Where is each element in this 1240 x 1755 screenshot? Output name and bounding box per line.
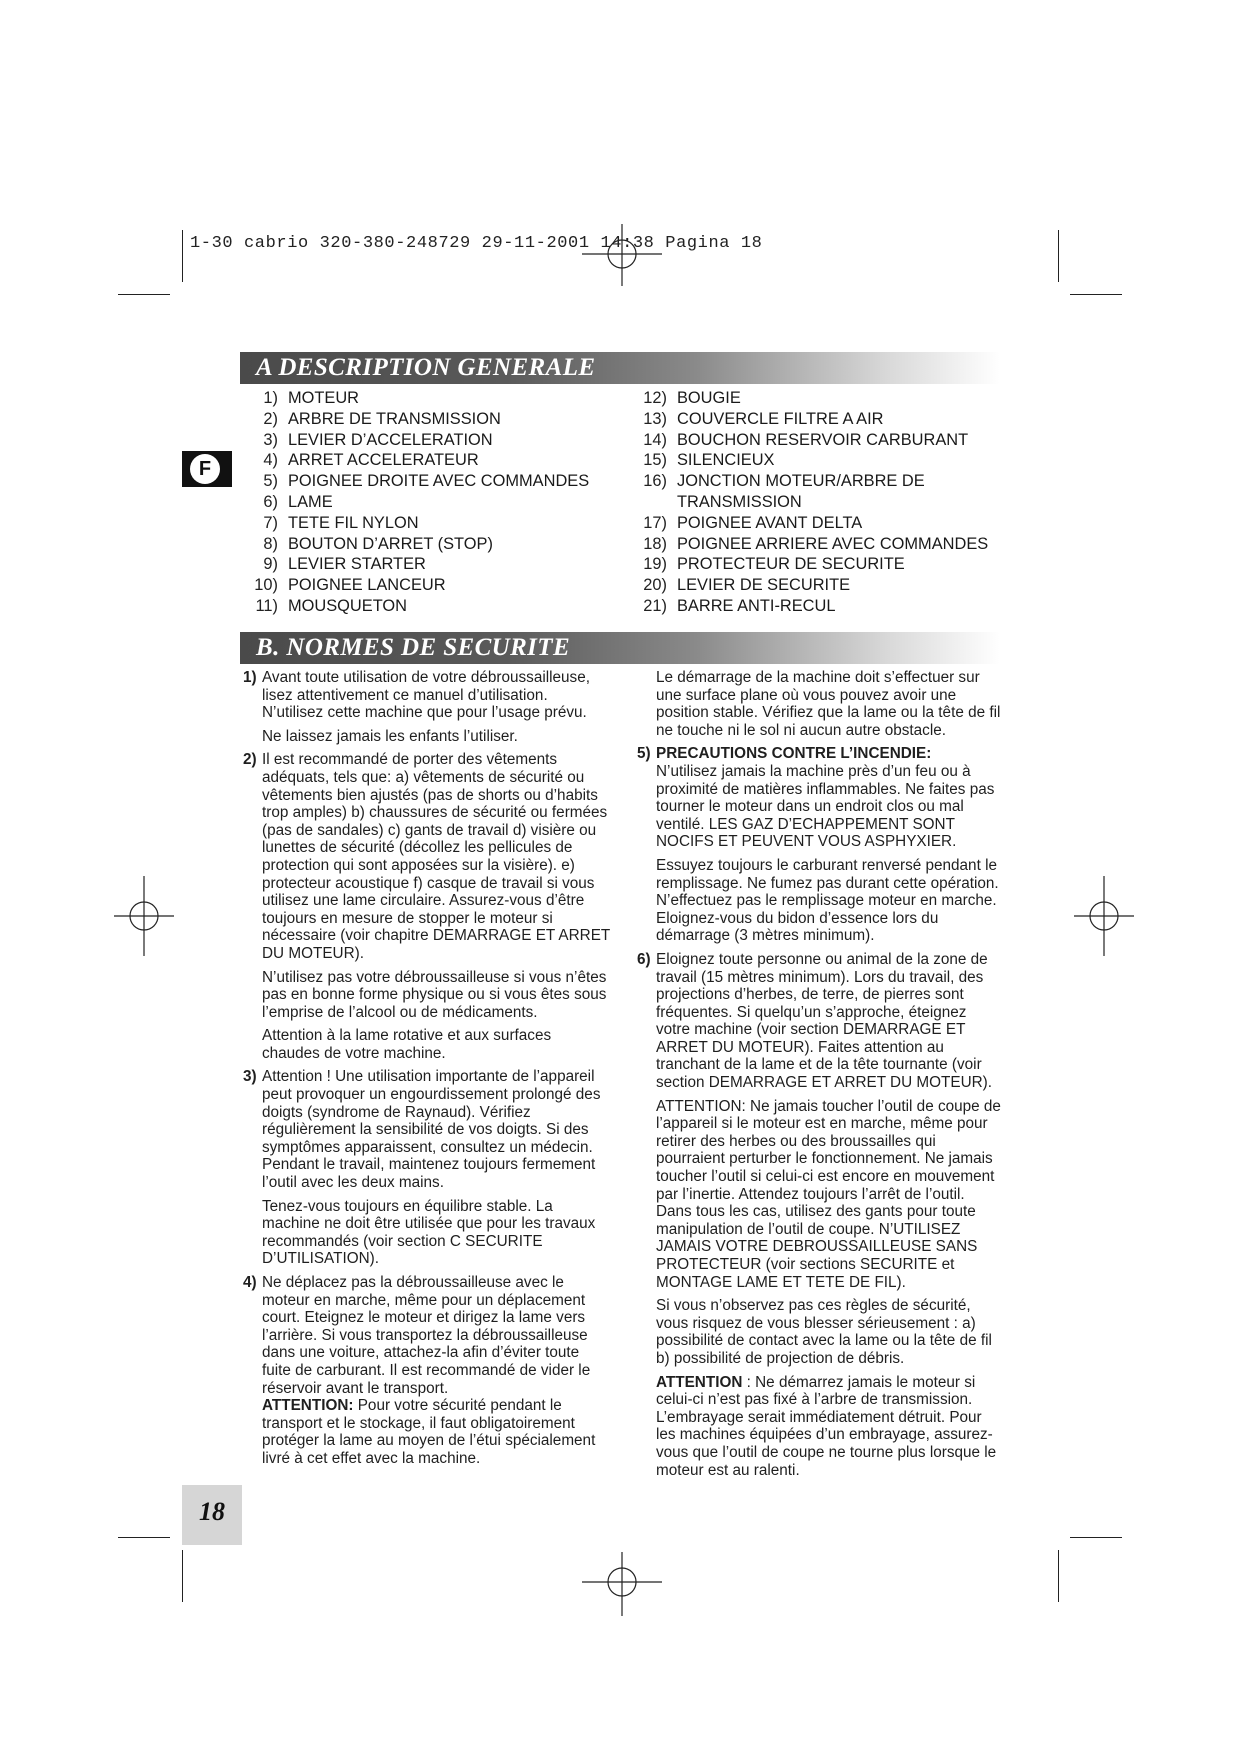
rule-paragraph [637, 1374, 1002, 1480]
section-b-title: B. NORMES DE SECURITE [256, 634, 571, 661]
registration-mark-right-icon [1058, 876, 1138, 956]
rule-number: 3) [243, 1068, 257, 1086]
safety-rule-2 [243, 751, 610, 962]
parts-list-item [627, 596, 1007, 617]
parts-list-label: BOUTON D’ARRET (STOP) [288, 534, 493, 553]
rule-paragraph: Attention à la lame rotative et aux surfaces chaudes de votre machine. [262, 1027, 552, 1062]
attention-label: ATTENTION: [262, 1397, 354, 1415]
parts-list-label: POIGNEE DROITE AVEC COMMANDES [288, 472, 590, 491]
rule-number: 2) [243, 751, 257, 769]
parts-list-number: 16) [643, 472, 667, 491]
parts-list-label: BOUCHON RESERVOIR CARBURANT [677, 430, 969, 449]
parts-list-item [627, 554, 1007, 575]
parts-list-label: SILENCIEUX [677, 451, 775, 470]
parts-list-number: 4) [263, 451, 278, 470]
parts-list-item [627, 471, 1007, 513]
parts-list-label: BARRE ANTI-RECUL [677, 596, 836, 615]
rule-paragraph: Essuyez toujours le carburant renversé pendant le remplissage. Ne fumez pas durant cette opération. N’effectuez pas le remplissage moteur en marche. Eloignez-vous du bidon d’essence lors du démarrage (3 mètres minimum). [656, 856, 999, 945]
parts-list-left [238, 388, 618, 617]
parts-list-item [238, 596, 618, 617]
parts-list-number: 13) [643, 409, 667, 428]
parts-list-label: COUVERCLE FILTRE A AIR [677, 409, 884, 428]
parts-list-label: ARBRE DE TRANSMISSION [288, 409, 501, 428]
parts-list-number: 9) [263, 555, 278, 574]
parts-list-item [627, 388, 1007, 409]
parts-list-number: 11) [255, 596, 278, 615]
parts-list-item [627, 409, 1007, 430]
rule-paragraph: Tenez-vous toujours en équilibre stable. La machine ne doit être utilisée que pour les travaux recommandés (voir section C SECURITE D’UTILISATION). [262, 1197, 596, 1268]
safety-column-right [637, 669, 1002, 1485]
parts-list-number: 7) [263, 513, 278, 532]
parts-list-item [238, 513, 618, 534]
rule-paragraph: ATTENTION: Ne jamais toucher l’outil de coupe de l’appareil si le moteur est en marche, même pour retirer des herbes ou des broussailles qui pourraient perturber le fonctionnement. Ne jamais toucher l’outil si celui-ci est encore en mouvement par l’inertie. Attendez toujours l’arrêt de l’outil. Dans tous les cas, utilisez des gants pour toute manipulation de l’outil de coupe. N’UTILISEZ JAMAIS VOTRE DEBROUSSAILLEUSE SANS PROTECTEUR (voir sections SECURITE et MONTAGE LAME ET TETE DE FIL). [656, 1097, 1001, 1291]
crop-mark-bottom-right-vertical [1058, 1550, 1059, 1602]
parts-list-item [238, 430, 618, 451]
rule-text [656, 745, 1002, 851]
page-number-box [182, 1485, 242, 1545]
rule-body: N’utilisez jamais la machine près d’un feu ou à proximité de matières inflammables. Ne faites pas tourner le moteur dans un endroit clos ou mal ventilé. LES GAZ D’ECHAPPEMENT SONT NOCIFS ET PEUVENT VOUS ASPHYXIER. [656, 762, 995, 851]
parts-list-item [238, 575, 618, 596]
crop-mark-top-left-horizontal [118, 294, 170, 295]
parts-list-label: BOUGIE [677, 389, 741, 407]
parts-list-label: LEVIER STARTER [288, 555, 426, 574]
safety-rule-5 [637, 745, 1002, 851]
safety-rule-4 [243, 1274, 610, 1468]
safety-rule-1 [243, 669, 610, 722]
parts-list-number: 20) [643, 576, 667, 595]
parts-list-label: MOUSQUETON [288, 596, 407, 615]
parts-list-item [627, 513, 1007, 534]
parts-list-number: 10) [254, 576, 278, 595]
parts-list-item [238, 534, 618, 555]
section-a-title: A DESCRIPTION GENERALE [256, 354, 596, 381]
rule-number: 6) [637, 950, 651, 968]
parts-list-number: 12) [643, 389, 667, 407]
parts-list-number: 14) [643, 430, 667, 449]
crop-mark-top-right-horizontal [1070, 294, 1122, 295]
parts-list-number: 18) [643, 534, 667, 553]
language-tab [182, 451, 232, 487]
parts-list-item [238, 471, 618, 492]
attention-text: Pour votre sécurité pendant le transport et le stockage, il faut obligatoirement protéger la lame au moyen de l’étui spécialement livré à cet effet avec la machine. [262, 1397, 596, 1467]
parts-list-item [238, 450, 618, 471]
registration-mark-left-icon [110, 876, 190, 956]
registration-mark-top-icon [582, 220, 662, 300]
page-number: 18 [199, 1497, 225, 1526]
safety-rule-6 [637, 951, 1002, 1092]
attention-label: ATTENTION [656, 1373, 743, 1391]
parts-list-label: ARRET ACCELERATEUR [288, 451, 479, 470]
parts-list-number: 17) [643, 513, 667, 532]
rule-body: Ne déplacez pas la débroussailleuse avec le moteur en marche, même pour un déplacement court. Eteignez le moteur et dirigez la lame vers l’arrière. Si vous transportez la débroussailleuse dans une voiture, attachez-la afin d’éviter toute fuite de carburant. Il est recommandé de vider le réservoir avant le transport. [262, 1274, 591, 1397]
parts-list-label: PROTECTEUR DE SECURITE [677, 555, 905, 574]
language-tab-label: F [190, 454, 220, 484]
parts-list-right [627, 388, 1007, 617]
parts-list-label: MOTEUR [288, 389, 360, 407]
parts-list-number: 8) [263, 534, 278, 553]
parts-list-number: 3) [263, 430, 278, 449]
parts-list-number: 1) [263, 389, 278, 407]
rule-number: 1) [243, 669, 257, 686]
rule-number: 4) [243, 1274, 257, 1291]
crop-mark-bottom-left-vertical [182, 1550, 183, 1602]
crop-mark-top-right-vertical [1058, 230, 1059, 282]
parts-list-label: TETE FIL NYLON [288, 513, 419, 532]
parts-list-number: 5) [263, 472, 278, 491]
rule-paragraph: N’utilisez pas votre débroussailleuse si vous n’êtes pas en bonne forme physique ou si vous êtes sous l’emprise de l’alcool ou de médicaments. [262, 968, 607, 1021]
rule-text: Attention ! Une utilisation importante de l’appareil peut provoquer un engourdissement prolongé des doigts (syndrome de Raynaud). Vérifiez régulièrement la sensibilité de vos doigts. Si des symptômes apparaissent, consultez un médecin. Pendant le travail, maintenez toujours fermement l’outil avec les deux mains. [262, 1068, 601, 1192]
parts-list-item [627, 534, 1007, 555]
rule-text [262, 1274, 610, 1468]
parts-list-item [627, 575, 1007, 596]
crop-mark-bottom-right-horizontal [1070, 1537, 1122, 1538]
parts-list-item [238, 409, 618, 430]
parts-list-item [238, 554, 618, 575]
rule-text: Il est recommandé de porter des vêtements adéquats, tels que: a) vêtements de sécurité ou vêtements bien ajustés (pas de shorts ou d’habits trop amples) b) chaussures de sécurité ou fermées (pas de sandales) c) gants de travail d) visière ou lunettes de sécurité (décollez les pellicules de protection qui sont apposées sur la visière). e) protecteur acoustique f) casque de travail si vous utilisez une lame circulaire. Assurez-vous d’être toujours en mesure de stopper le moteur si nécessaire (voir chapitre DEMARRAGE ET ARRET DU MOTEUR). [262, 751, 610, 962]
print-slug-header: 1-30 cabrio 320-380-248729 29-11-2001 14:38 Pagina 18 [190, 234, 763, 253]
parts-list-number: 21) [643, 596, 667, 615]
parts-list-item [238, 492, 618, 513]
rule-number: 5) [637, 745, 651, 763]
parts-list-item [627, 450, 1007, 471]
parts-list-number: 2) [263, 409, 278, 428]
safety-column-left [243, 669, 610, 1474]
rule-paragraph: Ne laissez jamais les enfants l’utiliser. [262, 727, 518, 745]
rule-text: Eloignez toute personne ou animal de la zone de travail (15 mètres minimum). Lors du travail, des projections d’herbes, de terre, de pierres sont fréquentes. Si quelqu’un s’approche, éteignez votre machine (voir section DEMARRAGE ET ARRET DU MOTEUR). Faites attention au tranchant de la lame et de la tête tournante (voir section DEMARRAGE ET ARRET DU MOTEUR). [656, 950, 993, 1092]
parts-list-number: 15) [643, 451, 667, 470]
parts-list-number: 6) [263, 492, 278, 511]
registration-mark-bottom-icon [582, 1540, 662, 1620]
rule-paragraph: Si vous n’observez pas ces règles de sécurité, vous risquez de vous blesser sérieusement : a) possibilité de contact avec la lame ou la tête de fil b) possibilité de projection de débris. [656, 1297, 992, 1367]
crop-mark-top-left-vertical [182, 230, 183, 282]
crop-mark-bottom-left-horizontal [118, 1537, 170, 1538]
parts-list-number: 19) [643, 555, 667, 574]
parts-list-label: LAME [288, 492, 333, 511]
rule-text: Avant toute utilisation de votre débroussailleuse, lisez attentivement ce manuel d’utilisation. N’utilisez cette machine que pour l’usage prévu. [262, 669, 590, 722]
parts-list-label: JONCTION MOTEUR/ARBRE DE TRANSMISSION [677, 472, 925, 511]
parts-list-label: POIGNEE LANCEUR [288, 576, 446, 595]
parts-list-item [627, 430, 1007, 451]
attention-text: : Ne démarrez jamais le moteur si celui-ci n’est pas fixé à l’arbre de transmission. L’embrayage serait immédiatement détruit. Pour les machines équipées d’un embrayage, assurez-vous que l’outil de coupe ne tourne plus lorsque le moteur est au ralenti. [656, 1373, 997, 1479]
safety-rule-3 [243, 1068, 610, 1191]
parts-list-item [238, 388, 618, 409]
parts-list-label: POIGNEE ARRIERE AVEC COMMANDES [677, 534, 989, 553]
parts-list-label: LEVIER DE SECURITE [677, 576, 851, 595]
rule-heading: PRECAUTIONS CONTRE L’INCENDIE: [656, 745, 932, 763]
parts-list-label: POIGNEE AVANT DELTA [677, 513, 863, 532]
rule-paragraph: Le démarrage de la machine doit s’effectuer sur une surface plane où vous pouvez avoir une position stable. Vérifiez que la lame ou la tête de fil ne touche ni le sol ni aucun autre obstacle. [656, 669, 1001, 739]
parts-list-label: LEVIER D’ACCELERATION [288, 430, 493, 449]
